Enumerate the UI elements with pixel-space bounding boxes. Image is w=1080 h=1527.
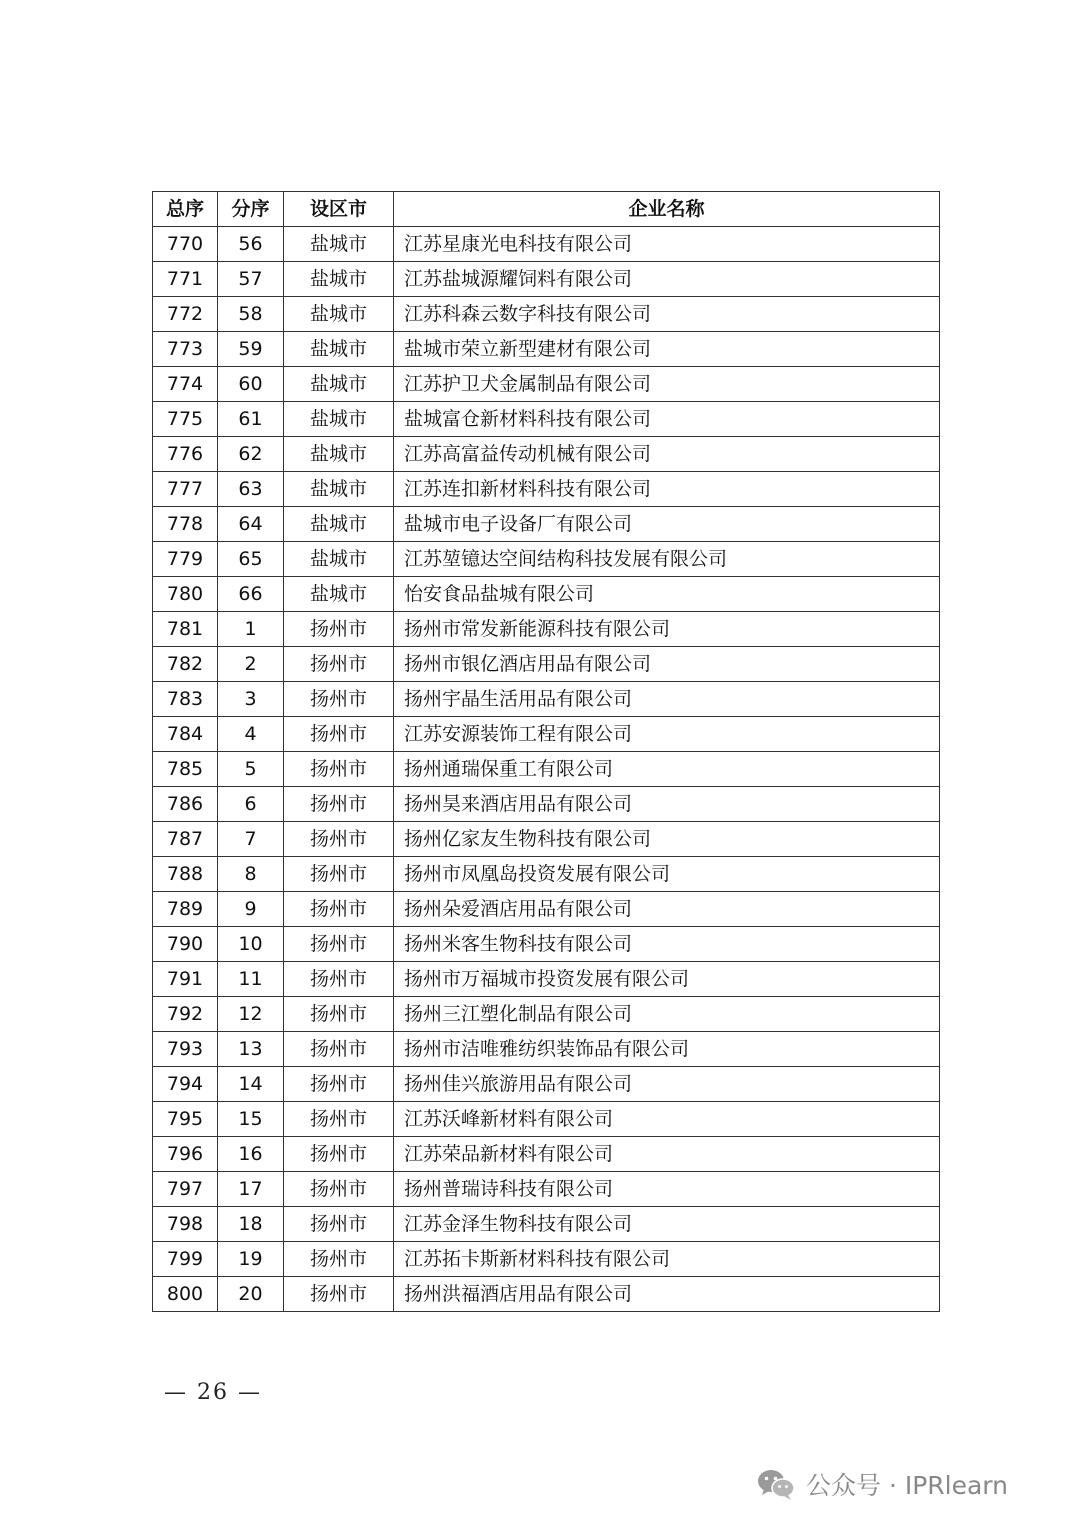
table-row [153,927,940,962]
cell-total-index: 781 [153,612,218,647]
cell-total-index: 774 [153,367,218,402]
table-row [153,717,940,752]
table-row [153,822,940,857]
cell-city: 扬州市 [284,717,394,752]
cell-sub-index: 5 [218,752,284,787]
cell-city: 扬州市 [284,612,394,647]
cell-sub-index: 13 [218,1032,284,1067]
table-row [153,1102,940,1137]
cell-sub-index: 65 [218,542,284,577]
cell-city: 盐城市 [284,227,394,262]
cell-sub-index: 8 [218,857,284,892]
cell-total-index: 775 [153,402,218,437]
cell-total-index: 777 [153,472,218,507]
header-company-name: 企业名称 [394,192,940,227]
cell-city: 扬州市 [284,1102,394,1137]
cell-city: 扬州市 [284,822,394,857]
table-row [153,1242,940,1277]
cell-city: 扬州市 [284,1207,394,1242]
cell-total-index: 799 [153,1242,218,1277]
cell-city: 盐城市 [284,262,394,297]
cell-city: 盐城市 [284,332,394,367]
cell-company-name: 江苏盐城源耀饲料有限公司 [394,262,940,297]
cell-company-name: 扬州普瑞诗科技有限公司 [394,1172,940,1207]
cell-company-name: 盐城富仓新材料科技有限公司 [394,402,940,437]
cell-company-name: 江苏金泽生物科技有限公司 [394,1207,940,1242]
cell-city: 扬州市 [284,997,394,1032]
cell-total-index: 772 [153,297,218,332]
table-row [153,1067,940,1102]
cell-total-index: 771 [153,262,218,297]
cell-total-index: 793 [153,1032,218,1067]
table-row [153,472,940,507]
cell-sub-index: 59 [218,332,284,367]
cell-sub-index: 16 [218,1137,284,1172]
cell-sub-index: 64 [218,507,284,542]
table-row [153,1137,940,1172]
cell-company-name: 扬州洪福酒店用品有限公司 [394,1277,940,1312]
cell-city: 扬州市 [284,1277,394,1312]
cell-sub-index: 19 [218,1242,284,1277]
enterprise-table [152,191,940,1312]
table-row [153,752,940,787]
cell-sub-index: 9 [218,892,284,927]
cell-sub-index: 15 [218,1102,284,1137]
table-row [153,1207,940,1242]
cell-city: 扬州市 [284,647,394,682]
cell-total-index: 779 [153,542,218,577]
cell-city: 盐城市 [284,542,394,577]
table-row [153,507,940,542]
table-row [153,437,940,472]
table-row [153,787,940,822]
cell-total-index: 789 [153,892,218,927]
cell-company-name: 扬州通瑞保重工有限公司 [394,752,940,787]
cell-total-index: 796 [153,1137,218,1172]
cell-sub-index: 1 [218,612,284,647]
cell-sub-index: 10 [218,927,284,962]
cell-city: 盐城市 [284,297,394,332]
cell-sub-index: 17 [218,1172,284,1207]
table-row [153,647,940,682]
table-row [153,402,940,437]
cell-city: 扬州市 [284,927,394,962]
cell-total-index: 780 [153,577,218,612]
table-row [153,682,940,717]
cell-company-name: 盐城市荣立新型建材有限公司 [394,332,940,367]
cell-sub-index: 63 [218,472,284,507]
cell-sub-index: 66 [218,577,284,612]
watermark-text: 公众号 · IPRlearn [806,1471,1008,1500]
cell-sub-index: 6 [218,787,284,822]
cell-sub-index: 4 [218,717,284,752]
page-number: — 26 — [164,1380,262,1405]
cell-company-name: 江苏拓卡斯新材料科技有限公司 [394,1242,940,1277]
cell-sub-index: 20 [218,1277,284,1312]
cell-total-index: 786 [153,787,218,822]
cell-city: 盐城市 [284,402,394,437]
cell-company-name: 扬州朵爱酒店用品有限公司 [394,892,940,927]
table-row [153,577,940,612]
cell-total-index: 776 [153,437,218,472]
cell-total-index: 784 [153,717,218,752]
cell-total-index: 785 [153,752,218,787]
cell-sub-index: 3 [218,682,284,717]
cell-company-name: 扬州亿家友生物科技有限公司 [394,822,940,857]
cell-company-name: 江苏沃峰新材料有限公司 [394,1102,940,1137]
cell-total-index: 787 [153,822,218,857]
header-total-index: 总序 [153,192,218,227]
cell-city: 扬州市 [284,752,394,787]
cell-total-index: 782 [153,647,218,682]
cell-sub-index: 61 [218,402,284,437]
cell-sub-index: 18 [218,1207,284,1242]
table-row [153,332,940,367]
cell-company-name: 江苏堃镱达空间结构科技发展有限公司 [394,542,940,577]
cell-total-index: 791 [153,962,218,997]
header-city: 设区市 [284,192,394,227]
cell-company-name: 盐城市电子设备厂有限公司 [394,507,940,542]
table-row [153,1032,940,1067]
cell-company-name: 江苏连扣新材料科技有限公司 [394,472,940,507]
cell-city: 扬州市 [284,1172,394,1207]
wechat-icon [756,1467,796,1501]
table-row [153,962,940,997]
cell-sub-index: 11 [218,962,284,997]
cell-sub-index: 56 [218,227,284,262]
header-sub-index: 分序 [218,192,284,227]
table-body [153,227,940,1312]
cell-company-name: 扬州市常发新能源科技有限公司 [394,612,940,647]
table-row [153,262,940,297]
cell-sub-index: 58 [218,297,284,332]
table-row [153,227,940,262]
cell-city: 盐城市 [284,577,394,612]
cell-total-index: 788 [153,857,218,892]
cell-company-name: 扬州市凤凰岛投资发展有限公司 [394,857,940,892]
cell-sub-index: 57 [218,262,284,297]
cell-company-name: 江苏安源装饰工程有限公司 [394,717,940,752]
table-row [153,857,940,892]
table-row [153,542,940,577]
cell-total-index: 770 [153,227,218,262]
cell-sub-index: 7 [218,822,284,857]
cell-company-name: 扬州三江塑化制品有限公司 [394,997,940,1032]
cell-total-index: 778 [153,507,218,542]
cell-sub-index: 60 [218,367,284,402]
table-row [153,612,940,647]
cell-city: 扬州市 [284,682,394,717]
cell-sub-index: 12 [218,997,284,1032]
cell-total-index: 783 [153,682,218,717]
cell-sub-index: 2 [218,647,284,682]
cell-city: 扬州市 [284,892,394,927]
cell-company-name: 扬州米客生物科技有限公司 [394,927,940,962]
table-row [153,997,940,1032]
cell-sub-index: 62 [218,437,284,472]
cell-city: 扬州市 [284,787,394,822]
cell-company-name: 扬州市银亿酒店用品有限公司 [394,647,940,682]
cell-company-name: 江苏科森云数字科技有限公司 [394,297,940,332]
table-row [153,1172,940,1207]
cell-company-name: 扬州市万福城市投资发展有限公司 [394,962,940,997]
cell-total-index: 800 [153,1277,218,1312]
cell-city: 扬州市 [284,1067,394,1102]
cell-total-index: 773 [153,332,218,367]
cell-total-index: 790 [153,927,218,962]
cell-sub-index: 14 [218,1067,284,1102]
cell-company-name: 江苏星康光电科技有限公司 [394,227,940,262]
cell-total-index: 795 [153,1102,218,1137]
cell-city: 扬州市 [284,1242,394,1277]
cell-city: 扬州市 [284,962,394,997]
cell-total-index: 797 [153,1172,218,1207]
cell-city: 盐城市 [284,437,394,472]
cell-city: 盐城市 [284,507,394,542]
cell-company-name: 怡安食品盐城有限公司 [394,577,940,612]
table-row [153,892,940,927]
cell-total-index: 792 [153,997,218,1032]
cell-company-name: 江苏荣品新材料有限公司 [394,1137,940,1172]
cell-company-name: 江苏护卫犬金属制品有限公司 [394,367,940,402]
cell-city: 盐城市 [284,472,394,507]
table-header-row [153,192,940,227]
cell-total-index: 798 [153,1207,218,1242]
cell-company-name: 扬州佳兴旅游用品有限公司 [394,1067,940,1102]
table-row [153,297,940,332]
cell-total-index: 794 [153,1067,218,1102]
cell-company-name: 江苏高富益传动机械有限公司 [394,437,940,472]
cell-city: 扬州市 [284,857,394,892]
cell-company-name: 扬州市洁唯雅纺织装饰品有限公司 [394,1032,940,1067]
cell-company-name: 扬州昊来酒店用品有限公司 [394,787,940,822]
cell-city: 扬州市 [284,1032,394,1067]
watermark [756,1462,1008,1506]
cell-city: 扬州市 [284,1137,394,1172]
table-row [153,367,940,402]
cell-city: 盐城市 [284,367,394,402]
cell-company-name: 扬州宇晶生活用品有限公司 [394,682,940,717]
table-row [153,1277,940,1312]
